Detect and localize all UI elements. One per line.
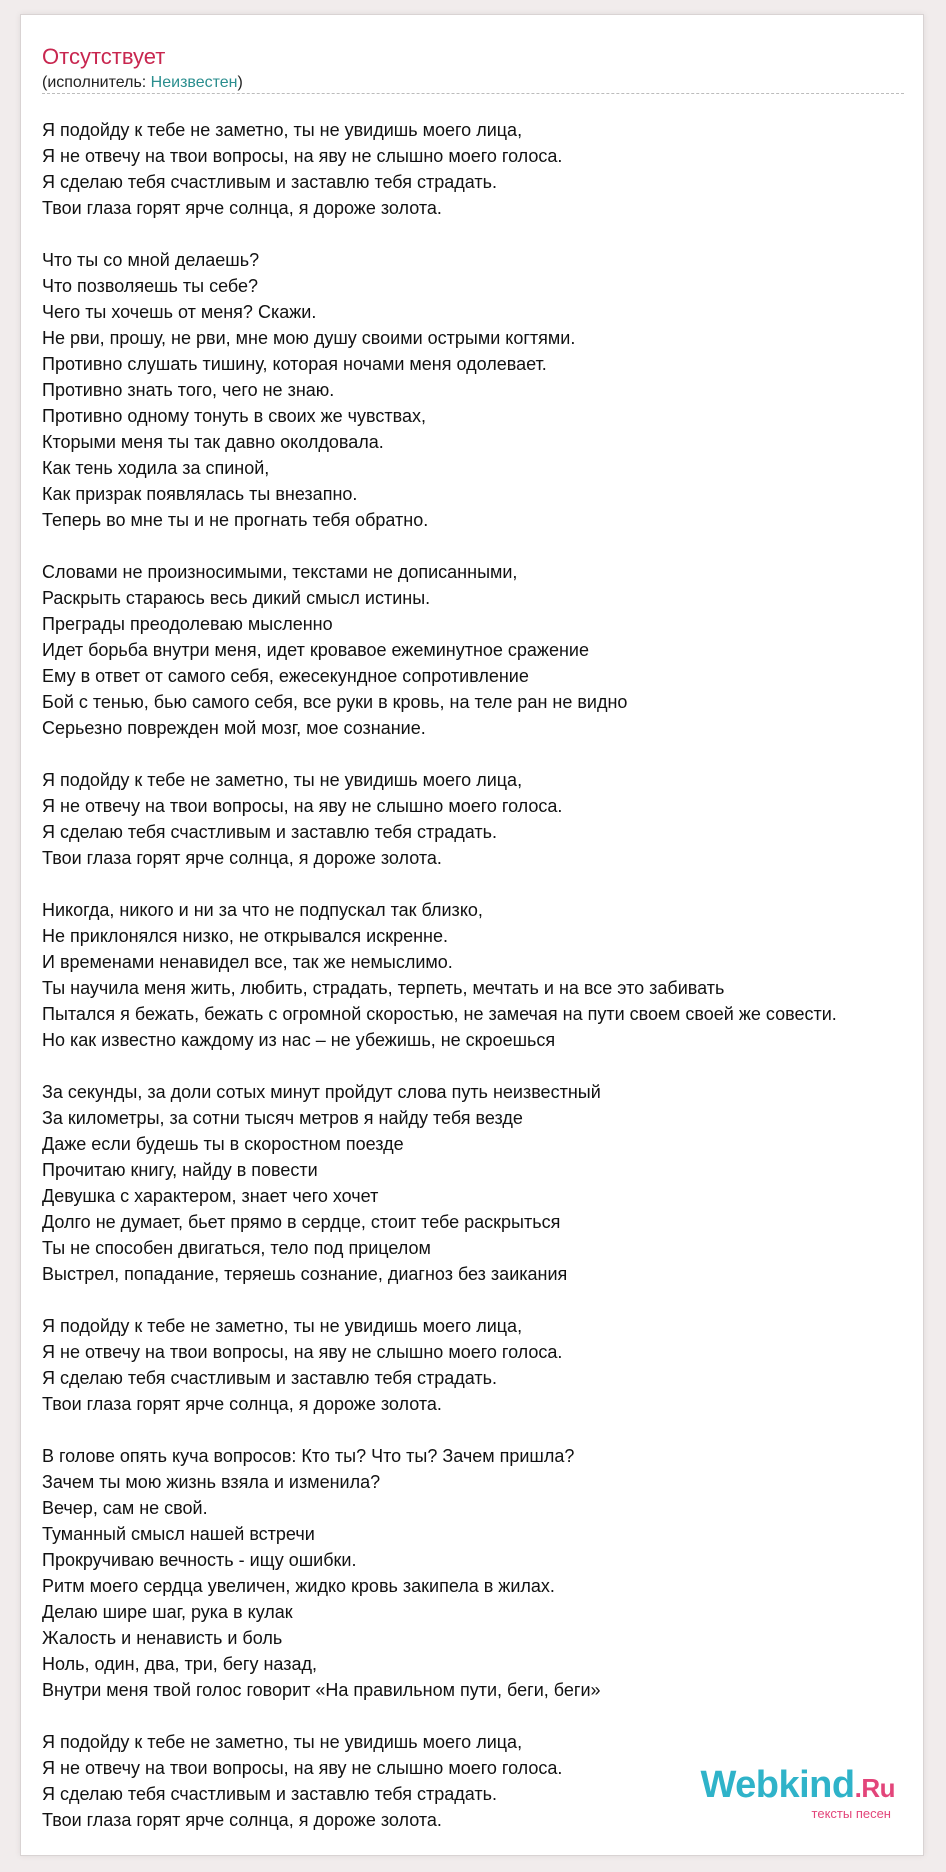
lyric-line: Долго не думает, бьет прямо в сердце, стоит тебе раскрыться — [42, 1212, 561, 1232]
lyric-line: В голове опять куча вопросов: Кто ты? Что ты? Зачем пришла? — [42, 1446, 575, 1466]
lyric-line: Твои глаза горят ярче солнца, я дороже золота. — [42, 848, 442, 868]
artist-prefix: (исполнитель: — [42, 74, 151, 91]
lyric-line: Даже если будешь ты в скоростном поезде — [42, 1134, 404, 1154]
stanza — [42, 767, 924, 871]
lyric-line: Я не отвечу на твои вопросы, на яву не слышно моего голоса. — [42, 1758, 563, 1778]
lyric-line: И временами ненавидел все, так же немыслимо. — [42, 952, 453, 972]
lyric-line: Ему в ответ от самого себя, ежесекундное сопротивление — [42, 666, 529, 686]
lyric-line: Девушка с характером, знает чего хочет — [42, 1186, 379, 1206]
lyric-line: Внутри меня твой голос говорит «На правильном пути, беги, беги» — [42, 1680, 601, 1700]
lyric-line: Словами не произносимыми, текстами не дописанными, — [42, 562, 518, 582]
lyrics-card — [20, 14, 924, 1856]
site-logo[interactable] — [700, 1765, 895, 1821]
lyric-line: Противно знать того, чего не знаю. — [42, 380, 335, 400]
logo-tagline: тексты песен — [811, 1806, 891, 1821]
logo-wordmark — [700, 1765, 895, 1808]
lyric-line: Я подойду к тебе не заметно, ты не увидишь моего лица, — [42, 770, 523, 790]
lyric-line: Противно слушать тишину, которая ночами меня одолевает. — [42, 354, 547, 374]
song-title: Отсутствует — [42, 44, 166, 69]
lyric-line: Я подойду к тебе не заметно, ты не увидишь моего лица, — [42, 1316, 523, 1336]
lyric-line: Туманный смысл нашей встречи — [42, 1524, 315, 1544]
lyrics-text — [42, 117, 924, 1833]
lyric-line: Преграды преодолеваю мысленно — [42, 614, 333, 634]
lyric-line: Идет борьба внутри меня, идет кровавое ежеминутное сражение — [42, 640, 589, 660]
lyric-line: Ты научила меня жить, любить, страдать, терпеть, мечтать и на все это забивать — [42, 978, 725, 998]
lyric-line: Теперь во мне ты и не прогнать тебя обратно. — [42, 510, 429, 530]
lyric-line: Я подойду к тебе не заметно, ты не увидишь моего лица, — [42, 1732, 523, 1752]
lyric-line: Ктоpыми меня ты так давно околдовала. — [42, 432, 384, 452]
lyric-line: Не рви, прошу, не рви, мне мою душу своими острыми когтями. — [42, 328, 576, 348]
artist-link[interactable]: Неизвестен — [150, 74, 238, 91]
lyric-line: Не приклонялся низко, не открывался искренне. — [42, 926, 448, 946]
lyric-line: Как тень ходила за спиной, — [42, 458, 270, 478]
lyric-line: Как призрак появлялась ты внезапно. — [42, 484, 358, 504]
lyric-line: Вечер, сам не свой. — [42, 1498, 208, 1518]
lyric-line: Но как известно каждому из нас – не убежишь, не скроешься — [42, 1030, 556, 1050]
lyric-line: Никогда, никого и ни за что не подпускал так близко, — [42, 900, 483, 920]
lyric-line: Делаю шире шаг, рука в кулак — [42, 1602, 293, 1622]
lyric-line: Серьезно поврежден мой мозг, мое сознание. — [42, 718, 426, 738]
lyric-line: Прочитаю книгу, найду в повести — [42, 1160, 318, 1180]
lyric-line: Я сделаю тебя счастливым и заставлю тебя страдать. — [42, 172, 497, 192]
lyric-line: Ритм моего сердца увеличен, жидко кровь закипела в жилах. — [42, 1576, 555, 1596]
lyric-line: Я не отвечу на твои вопросы, на яву не слышно моего голоса. — [42, 796, 563, 816]
dashed-divider — [42, 93, 904, 94]
lyric-line: Что позволяешь ты себе? — [42, 276, 259, 296]
stanza — [42, 1443, 924, 1703]
lyric-line: Прокручиваю вечность - ищу ошибки. — [42, 1550, 357, 1570]
stanza — [42, 117, 924, 221]
lyric-line: Я подойду к тебе не заметно, ты не увидишь моего лица, — [42, 120, 523, 140]
lyric-line: Я сделаю тебя счастливым и заставлю тебя страдать. — [42, 1784, 497, 1804]
lyric-line: Твои глаза горят ярче солнца, я дороже золота. — [42, 198, 442, 218]
lyric-line: Жалость и ненависть и боль — [42, 1628, 283, 1648]
lyric-line: Ты не способен двигаться, тело под прицелом — [42, 1238, 431, 1258]
stanza — [42, 247, 924, 533]
logo-tld: .Ru — [854, 1773, 895, 1803]
lyric-line: Раскрыть стараюсь весь дикий смысл истины. — [42, 588, 431, 608]
stanza — [42, 1313, 924, 1417]
lyric-line: Чего ты хочешь от меня? Скажи. — [42, 302, 317, 322]
artist-line — [42, 73, 243, 93]
stanza — [42, 897, 924, 1053]
lyric-line: Я не отвечу на твои вопросы, на яву не слышно моего голоса. — [42, 1342, 563, 1362]
lyric-line: Твои глаза горят ярче солнца, я дороже золота. — [42, 1810, 442, 1830]
lyric-line: Пытался я бежать, бежать с огромной скоростью, не замечая на пути своем своей же совести. — [42, 1004, 837, 1024]
lyric-line: Выстрел, попадание, теряешь сознание, диагноз без заикания — [42, 1264, 568, 1284]
logo-name: Webkind — [700, 1764, 855, 1806]
lyric-line: Бой с тенью, бью самого себя, все руки в кровь, на теле ран не видно — [42, 692, 628, 712]
lyric-line: Я сделаю тебя счастливым и заставлю тебя страдать. — [42, 1368, 497, 1388]
lyric-line: Зачем ты мою жизнь взяла и изменила? — [42, 1472, 381, 1492]
lyric-line: Что ты со мной делаешь? — [42, 250, 260, 270]
lyric-line: За километры, за сотни тысяч метров я найду тебя везде — [42, 1108, 523, 1128]
lyric-line: Твои глаза горят ярче солнца, я дороже золота. — [42, 1394, 442, 1414]
artist-suffix: ) — [237, 74, 243, 91]
lyric-line: Ноль, один, два, три, бегу назад, — [42, 1654, 318, 1674]
lyric-line: Я сделаю тебя счастливым и заставлю тебя страдать. — [42, 822, 497, 842]
lyric-line: Противно одному тонуть в своих же чувствах, — [42, 406, 427, 426]
lyric-line: Я не отвечу на твои вопросы, на яву не слышно моего голоса. — [42, 146, 563, 166]
stanza — [42, 559, 924, 741]
stanza — [42, 1079, 924, 1287]
lyric-line: За секунды, за доли сотых минут пройдут слова путь неизвестный — [42, 1082, 601, 1102]
